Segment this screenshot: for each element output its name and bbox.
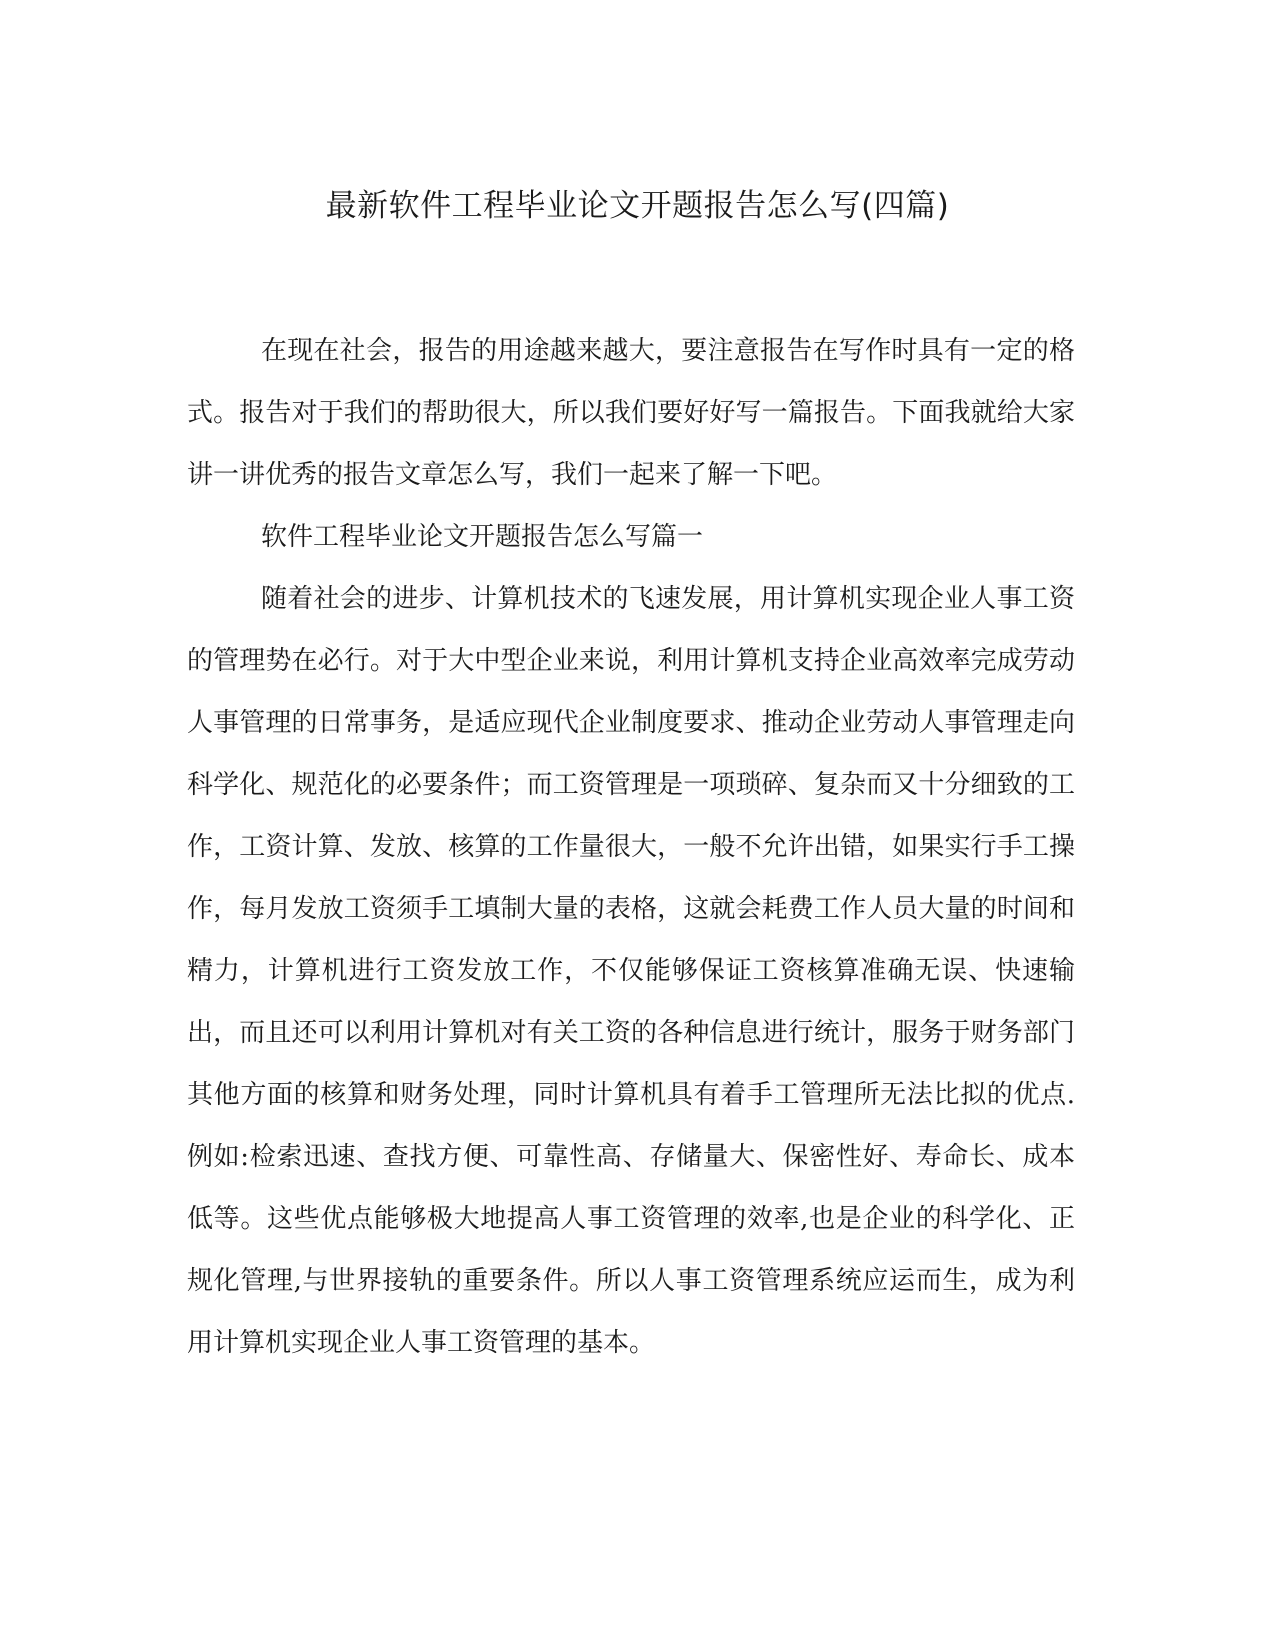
document-body (187, 320, 1075, 1374)
section-heading: 软件工程毕业论文开题报告怎么写篇一 (261, 522, 704, 552)
intro-paragraph: 在现在社会，报告的用途越来越大，要注意报告在写作时具有一定的格式。报告对于我们的帮助很大，所以我们要好好写一篇报告。下面我就给大家讲一讲优秀的报告文章怎么写，我们一起来了解一下吧。 (187, 336, 1075, 490)
body-paragraph: 随着社会的进步、计算机技术的飞速发展，用计算机实现企业人事工资的管理势在必行。对于大中型企业来说，利用计算机支持企业高效率完成劳动人事管理的日常事务，是适应现代企业制度要求、推动企业劳动人事管理走向科学化、规范化的必要条件；而工资管理是一项琐碎、复杂而又十分细致的工作，工资计算、发放、核算的工作量很大，一般不允许出错，如果实行手工操作，每月发放工资须手工填制大量的表格，这就会耗费工作人员大量的时间和精力，计算机进行工资发放工作，不仅能够保证工资核算准确无误、快速输出，而且还可以利用计算机对有关工资的各种信息进行统计，服务于财务部门其他方面的核算和财务处理，同时计算机具有着手工管理所无法比拟的优点.例如:检索迅速、查找方便、可靠性高、存储量大、保密性好、寿命长、成本低等。这些优点能够极大地提高人事工资管理的效率,也是企业的科学化、正规化管理,与世界接轨的重要条件。所以人事工资管理系统应运而生，成为利用计算机实现企业人事工资管理的基本。 (187, 584, 1076, 1358)
document-title: 最新软件工程毕业论文开题报告怎么写(四篇) (325, 188, 950, 224)
